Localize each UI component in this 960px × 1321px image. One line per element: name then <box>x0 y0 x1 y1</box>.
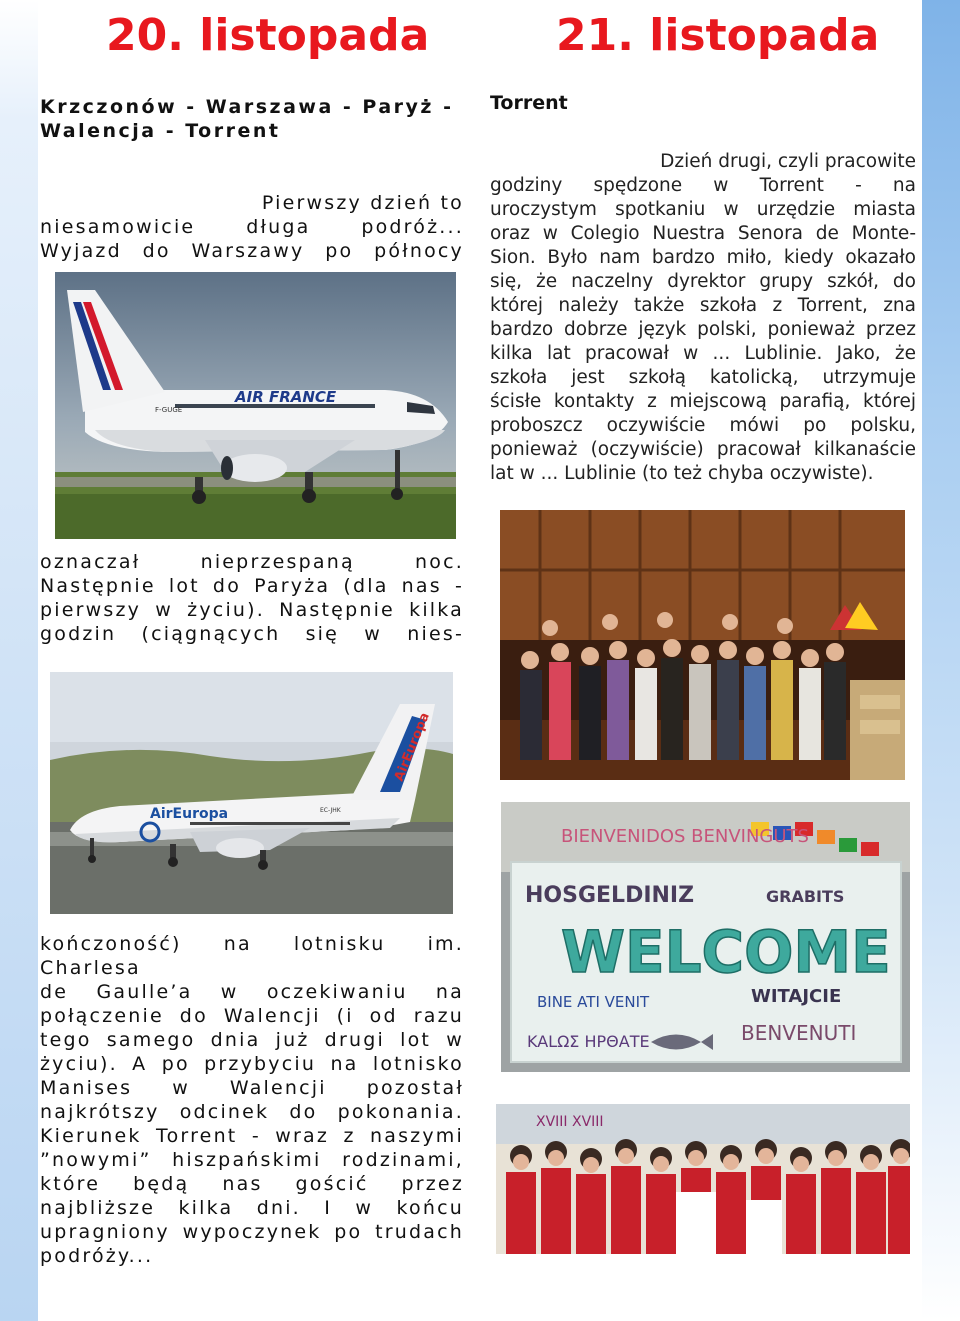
school-banner-text: XVIII XVIII <box>536 1114 604 1130</box>
day2-line: bardzo dobrze język polski, ponieważ przez <box>490 319 916 340</box>
day2-line: kilka lat pracował w ... Lublinie. Jako, że <box>490 343 916 364</box>
air-france-registration: F-GUGE <box>155 406 183 414</box>
air-france-livery-text: AIR FRANCE <box>235 388 337 406</box>
day2-line: Sion. Było nam bardzo miło, kiedy okazało <box>490 247 916 268</box>
day1-final-line: najkrótszy odcinek do pokonania. <box>40 1101 464 1123</box>
day1-final-line: ”nowymi” hiszpańskimi rodzinami, <box>40 1149 464 1171</box>
day2-line: lat w ... Lublinie (to też chyba oczywiste). <box>490 463 874 484</box>
day1-middle-line: godzin (ciągnących się w nies- <box>40 623 464 645</box>
day1-final-line: kończoność) na lotnisku im. Charlesa <box>40 933 464 979</box>
day1-final-line: upragniony wypoczynek po trudach <box>40 1221 464 1243</box>
banner-benvenuti-text: BENVENUTI <box>741 1021 857 1045</box>
banner-top-text: BIENVENIDOS BENVINGUTS <box>561 826 809 847</box>
banner-hosgeldiniz-text: HOSGELDINIZ <box>525 883 695 908</box>
banner-grabits-text: GRABITS <box>766 887 845 906</box>
city-hall-group-photo <box>500 510 905 780</box>
day2-line: uroczystym spotkaniu w urzędzie miasta <box>490 199 916 220</box>
day1-final-line: tego samego dnia już drugi lot w <box>40 1029 464 1051</box>
banner-greek-text: KALΩΣ ΗΡΘΑΤΕ <box>527 1032 650 1051</box>
day1-intro-text <box>40 191 464 263</box>
day1-final-line: najbliższe kilka dni. I w końcu <box>40 1197 464 1219</box>
day1-final-line: podróży... <box>40 1245 154 1267</box>
route-heading: Krzczonów - Warszawa - Paryż - Walencja - Torrent <box>40 96 454 142</box>
left-date-heading: 20. listopada <box>106 10 430 61</box>
day1-final-line: połączenie do Walencji (i od razu <box>40 1005 464 1027</box>
left-decorative-stripe <box>0 0 38 1321</box>
day2-line: proboszcz oczywiście mówi po polsku, <box>490 415 916 436</box>
day2-line: godziny spędzone w Torrent - na <box>490 175 916 196</box>
day1-middle-text <box>40 550 464 646</box>
day1-final-line: Manises w Walencji pozostał <box>40 1077 464 1099</box>
banner-welcome-text: WELCOME <box>561 918 891 986</box>
day2-line: ścisłe kontakty z miejscową parafią, której <box>490 391 916 412</box>
day1-middle-line: Następnie lot do Paryża (dla nas - <box>40 575 464 597</box>
air-europa-registration: EC-JHK <box>320 807 341 814</box>
banner-bine-text: BINE ATI VENIT <box>537 993 650 1011</box>
banner-witajcie-text: WITAJCIE <box>751 986 842 1007</box>
day1-final-line: które będą nas gościć przez <box>40 1173 464 1195</box>
welcome-banner-photo <box>501 802 910 1072</box>
day1-middle-line: pierwszy w życiu). Następnie kilka <box>40 599 464 621</box>
air-france-plane-photo <box>55 272 456 539</box>
right-date-heading: 21. listopada <box>556 10 880 61</box>
day1-middle-line: oznaczał nieprzespaną noc. <box>40 551 464 573</box>
day1-intro-line: niesamowicie długa podróż... <box>40 216 464 238</box>
day1-final-line: Kierunek Torrent - wraz z naszymi <box>40 1125 464 1147</box>
day2-line: oraz w Colegio Nuestra Senora de Monte- <box>490 223 916 244</box>
day2-line: się, że naczelny dyrektor grupy szkół, do <box>490 271 916 292</box>
day2-line: ponieważ (oczywiście) pracował kilkanaście <box>490 439 916 460</box>
torrent-heading: Torrent <box>490 92 568 114</box>
day2-line: której należy także szkoła z Torrent, zna <box>490 295 916 316</box>
students-group-photo <box>496 1104 910 1254</box>
day1-intro-line: Wyjazd do Warszawy po północy <box>40 240 464 262</box>
day2-line: Dzień drugi, czyli pracowite <box>660 151 916 172</box>
day1-final-line: życiu). A po przybyciu na lotnisko <box>40 1053 464 1075</box>
air-europa-livery-text: AirEuropa <box>150 806 229 822</box>
day2-text <box>490 150 916 486</box>
day1-final-text <box>40 932 464 1268</box>
air-europa-tail-text: AirEuropa <box>391 710 433 784</box>
air-europa-plane-photo <box>50 672 453 914</box>
right-decorative-stripe <box>922 0 960 1321</box>
day1-intro-line: Pierwszy dzień to <box>261 192 464 214</box>
day1-final-line: de Gaulle’a w oczekiwaniu na <box>40 981 464 1003</box>
day2-line: szkoła jest szkołą katolicką, utrzymuje <box>490 367 916 388</box>
